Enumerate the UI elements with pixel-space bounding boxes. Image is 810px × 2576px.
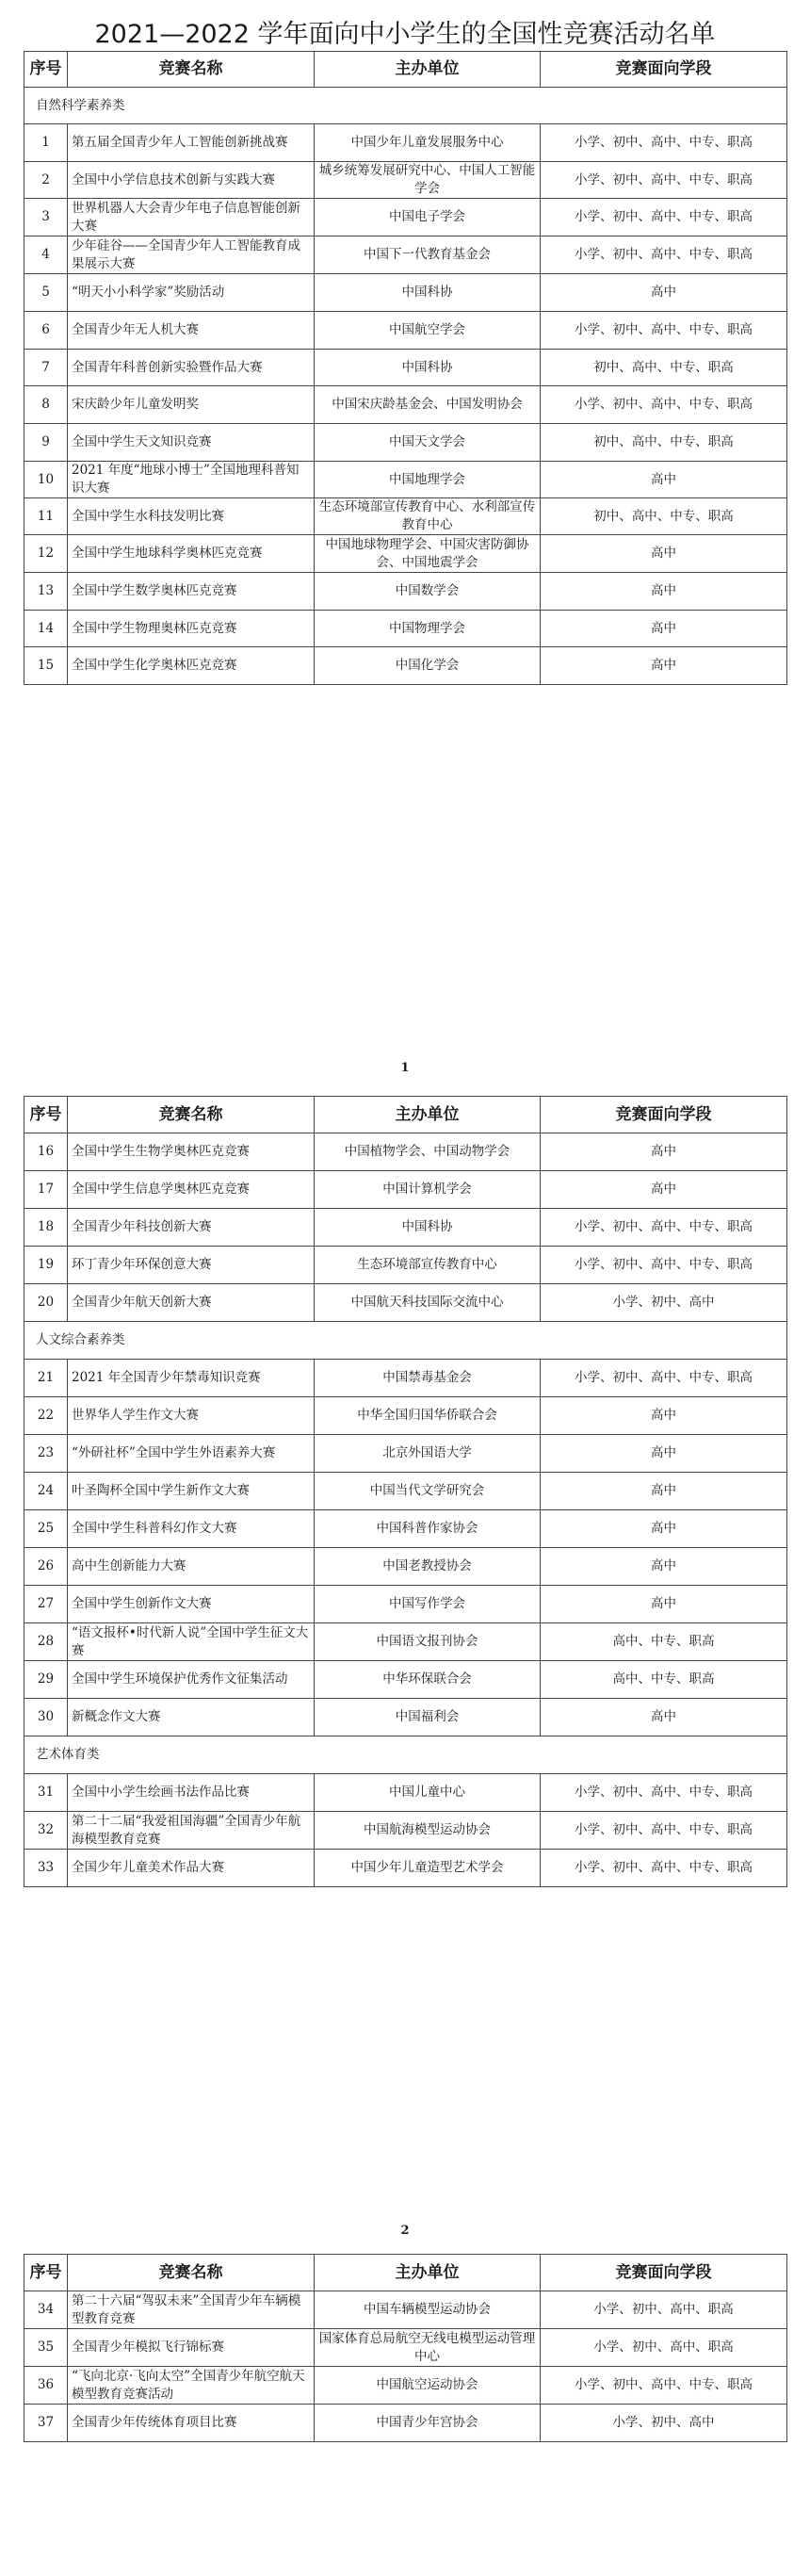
table-row <box>24 2405 787 2442</box>
competition-name: 第二十二届“我爱祖国海疆”全国青少年航海模型教育竞赛 <box>68 1812 315 1850</box>
competition-name: 叶圣陶杯全国中学生新作文大赛 <box>68 1473 315 1510</box>
table-row <box>24 1548 787 1586</box>
school-stage: 初中、高中、中专、职高 <box>541 498 787 535</box>
table-row <box>24 424 787 462</box>
competition-name: “外研社杯”全国中学生外语素养大赛 <box>68 1435 315 1473</box>
organizer: 中国化学会 <box>315 647 541 685</box>
organizer: 中国当代文学研究会 <box>315 1473 541 1510</box>
header-name: 竞赛名称 <box>68 52 315 88</box>
table-row <box>24 1397 787 1435</box>
header-name: 竞赛名称 <box>68 2255 315 2291</box>
organizer: 中国老教授协会 <box>315 1548 541 1586</box>
table-row <box>24 462 787 498</box>
row-number: 29 <box>24 1661 68 1699</box>
table-row <box>24 124 787 162</box>
row-number: 21 <box>24 1360 68 1397</box>
row-number: 20 <box>24 1284 68 1322</box>
school-stage: 小学、初中、高中、中专、职高 <box>541 386 787 424</box>
row-number: 7 <box>24 350 68 386</box>
organizer: 中国儿童中心 <box>315 1774 541 1812</box>
row-number: 27 <box>24 1586 68 1623</box>
table-row <box>24 274 787 312</box>
row-number: 18 <box>24 1209 68 1247</box>
section-title: 自然科学素养类 <box>24 88 787 124</box>
table-row <box>24 1247 787 1284</box>
table-row <box>24 1209 787 1247</box>
table-row <box>24 386 787 424</box>
row-number: 36 <box>24 2367 68 2405</box>
organizer: 中国物理学会 <box>315 611 541 647</box>
header-stage: 竞赛面向学段 <box>541 2255 787 2291</box>
row-number: 1 <box>24 124 68 162</box>
table-row <box>24 1435 787 1473</box>
school-stage: 小学、初中、高中 <box>541 2405 787 2442</box>
competition-name: 全国中小学信息技术创新与实践大赛 <box>68 162 315 199</box>
section-title: 人文综合素养类 <box>24 1322 787 1360</box>
competition-name: 少年硅谷——全国青少年人工智能教育成果展示大赛 <box>68 236 315 274</box>
header-no: 序号 <box>24 52 68 88</box>
table-row <box>24 1699 787 1736</box>
organizer: 中国下一代教育基金会 <box>315 236 541 274</box>
header-no: 序号 <box>24 1097 68 1133</box>
organizer: 中国航空学会 <box>315 312 541 350</box>
table-header-row <box>24 52 787 88</box>
organizer: 国家体育总局航空无线电模型运动管理中心 <box>315 2329 541 2367</box>
competition-name: 第二十六届“驾驭未来”全国青少年车辆模型教育竞赛 <box>68 2291 315 2329</box>
row-number: 30 <box>24 1699 68 1736</box>
competition-name: 全国青年科普创新实验暨作品大赛 <box>68 350 315 386</box>
organizer: 中国地理学会 <box>315 462 541 498</box>
school-stage: 高中 <box>541 1548 787 1586</box>
row-number: 6 <box>24 312 68 350</box>
school-stage: 高中 <box>541 1435 787 1473</box>
table-row <box>24 2291 787 2329</box>
school-stage: 小学、初中、高中、中专、职高 <box>541 312 787 350</box>
competition-name: 全国中学生地球科学奥林匹克竞赛 <box>68 535 315 573</box>
school-stage: 初中、高中、中专、职高 <box>541 424 787 462</box>
competition-name: “飞向北京·飞向太空”全国青少年航空航天模型教育竞赛活动 <box>68 2367 315 2405</box>
competition-name: 世界华人学生作文大赛 <box>68 1397 315 1435</box>
header-stage: 竞赛面向学段 <box>541 52 787 88</box>
table-row <box>24 1812 787 1850</box>
table-row <box>24 1473 787 1510</box>
row-number: 24 <box>24 1473 68 1510</box>
header-organizer: 主办单位 <box>315 1097 541 1133</box>
row-number: 5 <box>24 274 68 312</box>
row-number: 16 <box>24 1133 68 1171</box>
organizer: 生态环境部宣传教育中心、水利部宣传教育中心 <box>315 498 541 535</box>
school-stage: 高中 <box>541 274 787 312</box>
competition-name: 新概念作文大赛 <box>68 1699 315 1736</box>
organizer: 中国车辆模型运动协会 <box>315 2291 541 2329</box>
table-row <box>24 1510 787 1548</box>
school-stage: 高中 <box>541 647 787 685</box>
competition-name: 全国青少年传统体育项目比赛 <box>68 2405 315 2442</box>
competition-name: 全国中小学生绘画书法作品比赛 <box>68 1774 315 1812</box>
competition-name: 世界机器人大会青少年电子信息智能创新大赛 <box>68 199 315 236</box>
school-stage: 高中、中专、职高 <box>541 1623 787 1661</box>
competition-name: 全国中学生数学奥林匹克竞赛 <box>68 573 315 611</box>
school-stage: 小学、初中、高中、中专、职高 <box>541 124 787 162</box>
row-number: 37 <box>24 2405 68 2442</box>
table-row <box>24 1586 787 1623</box>
organizer: 中国禁毒基金会 <box>315 1360 541 1397</box>
section-title: 艺术体育类 <box>24 1736 787 1774</box>
row-number: 17 <box>24 1171 68 1209</box>
table-row <box>24 1850 787 1887</box>
table-header-row <box>24 1097 787 1133</box>
table-row <box>24 2329 787 2367</box>
school-stage: 初中、高中、中专、职高 <box>541 350 787 386</box>
table-row <box>24 2367 787 2405</box>
competition-name: 全国中学生科普科幻作文大赛 <box>68 1510 315 1548</box>
page-number-2: 2 <box>400 2224 410 2238</box>
section-row <box>24 88 787 124</box>
school-stage: 小学、初中、高中、中专、职高 <box>541 2367 787 2405</box>
table-row <box>24 350 787 386</box>
competition-name: “明天小小科学家”奖励活动 <box>68 274 315 312</box>
school-stage: 高中 <box>541 1699 787 1736</box>
row-number: 32 <box>24 1812 68 1850</box>
section-row <box>24 1322 787 1360</box>
school-stage: 小学、初中、高中、职高 <box>541 2291 787 2329</box>
header-name: 竞赛名称 <box>68 1097 315 1133</box>
organizer: 中国航天科技国际交流中心 <box>315 1284 541 1322</box>
organizer: 中国少年儿童造型艺术学会 <box>315 1850 541 1887</box>
table-row <box>24 199 787 236</box>
table-row <box>24 1360 787 1397</box>
school-stage: 高中 <box>541 611 787 647</box>
header-no: 序号 <box>24 2255 68 2291</box>
organizer: 中国电子学会 <box>315 199 541 236</box>
table-row <box>24 1774 787 1812</box>
competition-name: 环丁青少年环保创意大赛 <box>68 1247 315 1284</box>
row-number: 31 <box>24 1774 68 1812</box>
row-number: 33 <box>24 1850 68 1887</box>
school-stage: 高中 <box>541 462 787 498</box>
table-header-row <box>24 2255 787 2291</box>
school-stage: 小学、初中、高中 <box>541 1284 787 1322</box>
row-number: 14 <box>24 611 68 647</box>
row-number: 3 <box>24 199 68 236</box>
table-row <box>24 1171 787 1209</box>
row-number: 2 <box>24 162 68 199</box>
row-number: 12 <box>24 535 68 573</box>
competition-table-page-2 <box>24 1096 787 1887</box>
table-row <box>24 647 787 685</box>
school-stage: 高中 <box>541 1171 787 1209</box>
competition-name: 全国中学生天文知识竞赛 <box>68 424 315 462</box>
organizer: 中国航空运动协会 <box>315 2367 541 2405</box>
school-stage: 小学、初中、高中、中专、职高 <box>541 1209 787 1247</box>
organizer: 生态环境部宣传教育中心 <box>315 1247 541 1284</box>
table-row <box>24 312 787 350</box>
organizer: 中国科协 <box>315 1209 541 1247</box>
school-stage: 小学、初中、高中、中专、职高 <box>541 1850 787 1887</box>
competition-name: 全国青少年科技创新大赛 <box>68 1209 315 1247</box>
row-number: 23 <box>24 1435 68 1473</box>
row-number: 25 <box>24 1510 68 1548</box>
organizer: 中国科协 <box>315 350 541 386</box>
row-number: 9 <box>24 424 68 462</box>
competition-name: 全国中学生化学奥林匹克竞赛 <box>68 647 315 685</box>
page-title: 2021—2022 学年面向中小学生的全国性竞赛活动名单 <box>94 20 716 49</box>
school-stage: 小学、初中、高中、中专、职高 <box>541 162 787 199</box>
competition-name: 高中生创新能力大赛 <box>68 1548 315 1586</box>
competition-name: 全国中学生创新作文大赛 <box>68 1586 315 1623</box>
school-stage: 高中 <box>541 1473 787 1510</box>
table-row <box>24 1623 787 1661</box>
competition-name: 2021 年度“地球小博士”全国地理科普知识大赛 <box>68 462 315 498</box>
row-number: 13 <box>24 573 68 611</box>
table-row <box>24 611 787 647</box>
school-stage: 小学、初中、高中、中专、职高 <box>541 1360 787 1397</box>
row-number: 28 <box>24 1623 68 1661</box>
competition-name: 全国中学生物理奥林匹克竞赛 <box>68 611 315 647</box>
school-stage: 小学、初中、高中、职高 <box>541 2329 787 2367</box>
header-organizer: 主办单位 <box>315 2255 541 2291</box>
row-number: 8 <box>24 386 68 424</box>
organizer: 中国计算机学会 <box>315 1171 541 1209</box>
organizer: 中华环保联合会 <box>315 1661 541 1699</box>
row-number: 19 <box>24 1247 68 1284</box>
competition-name: 2021 年全国青少年禁毒知识竞赛 <box>68 1360 315 1397</box>
row-number: 4 <box>24 236 68 274</box>
competition-table-page-1 <box>24 51 787 685</box>
school-stage: 高中、中专、职高 <box>541 1661 787 1699</box>
organizer: 中国福利会 <box>315 1699 541 1736</box>
school-stage: 小学、初中、高中、中专、职高 <box>541 1812 787 1850</box>
organizer: 中国地球物理学会、中国灾害防御协会、中国地震学会 <box>315 535 541 573</box>
table-row <box>24 573 787 611</box>
section-row <box>24 1736 787 1774</box>
table-row <box>24 162 787 199</box>
school-stage: 小学、初中、高中、中专、职高 <box>541 236 787 274</box>
row-number: 11 <box>24 498 68 535</box>
organizer: 中国植物学会、中国动物学会 <box>315 1133 541 1171</box>
competition-name: 全国少年儿童美术作品大赛 <box>68 1850 315 1887</box>
organizer: 中国语文报刊协会 <box>315 1623 541 1661</box>
competition-name: “语文报杯•时代新人说”全国中学生征文大赛 <box>68 1623 315 1661</box>
competition-name: 全国中学生水科技发明比赛 <box>68 498 315 535</box>
page-number-1: 1 <box>400 1061 410 1075</box>
organizer: 中国宋庆龄基金会、中国发明协会 <box>315 386 541 424</box>
row-number: 15 <box>24 647 68 685</box>
school-stage: 小学、初中、高中、中专、职高 <box>541 1247 787 1284</box>
table-row <box>24 1133 787 1171</box>
school-stage: 高中 <box>541 1510 787 1548</box>
organizer: 中国航海模型运动协会 <box>315 1812 541 1850</box>
school-stage: 高中 <box>541 535 787 573</box>
competition-name: 全国青少年无人机大赛 <box>68 312 315 350</box>
school-stage: 高中 <box>541 1586 787 1623</box>
school-stage: 小学、初中、高中、中专、职高 <box>541 1774 787 1812</box>
organizer: 中国青少年宫协会 <box>315 2405 541 2442</box>
table-row <box>24 236 787 274</box>
competition-name: 全国中学生环境保护优秀作文征集活动 <box>68 1661 315 1699</box>
row-number: 10 <box>24 462 68 498</box>
table-row <box>24 1284 787 1322</box>
table-row <box>24 535 787 573</box>
organizer: 中华全国归国华侨联合会 <box>315 1397 541 1435</box>
organizer: 中国数学会 <box>315 573 541 611</box>
organizer: 城乡统筹发展研究中心、中国人工智能学会 <box>315 162 541 199</box>
competition-name: 全国青少年模拟飞行锦标赛 <box>68 2329 315 2367</box>
school-stage: 小学、初中、高中、中专、职高 <box>541 199 787 236</box>
organizer: 北京外国语大学 <box>315 1435 541 1473</box>
competition-name: 全国青少年航天创新大赛 <box>68 1284 315 1322</box>
organizer: 中国天文学会 <box>315 424 541 462</box>
header-stage: 竞赛面向学段 <box>541 1097 787 1133</box>
organizer: 中国写作学会 <box>315 1586 541 1623</box>
organizer: 中国科普作家协会 <box>315 1510 541 1548</box>
school-stage: 高中 <box>541 573 787 611</box>
row-number: 35 <box>24 2329 68 2367</box>
school-stage: 高中 <box>541 1397 787 1435</box>
organizer: 中国科协 <box>315 274 541 312</box>
table-row <box>24 498 787 535</box>
organizer: 中国少年儿童发展服务中心 <box>315 124 541 162</box>
competition-name: 全国中学生生物学奥林匹克竞赛 <box>68 1133 315 1171</box>
row-number: 34 <box>24 2291 68 2329</box>
row-number: 26 <box>24 1548 68 1586</box>
competition-name: 第五届全国青少年人工智能创新挑战赛 <box>68 124 315 162</box>
competition-table-page-3 <box>24 2254 787 2442</box>
school-stage: 高中 <box>541 1133 787 1171</box>
row-number: 22 <box>24 1397 68 1435</box>
competition-name: 宋庆龄少年儿童发明奖 <box>68 386 315 424</box>
header-organizer: 主办单位 <box>315 52 541 88</box>
competition-name: 全国中学生信息学奥林匹克竞赛 <box>68 1171 315 1209</box>
table-row <box>24 1661 787 1699</box>
